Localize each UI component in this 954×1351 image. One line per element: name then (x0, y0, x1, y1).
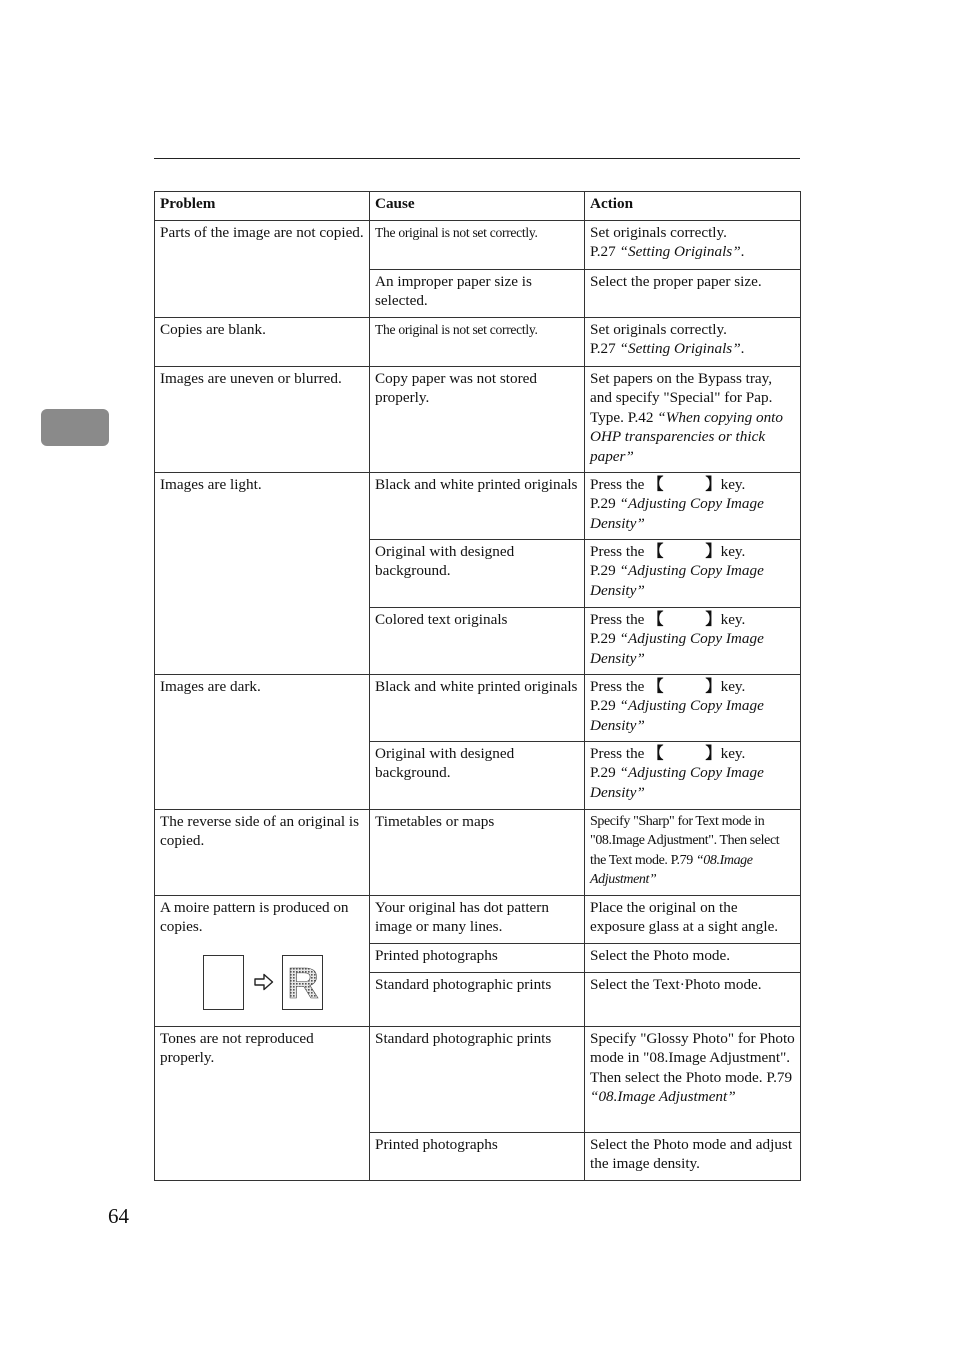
press-prefix: Press the (590, 476, 645, 493)
action-cell (585, 1027, 801, 1133)
problem-cell: The reverse side of an original is copied. (155, 810, 370, 896)
cause-cell: Timetables or maps (370, 810, 585, 896)
press-prefix: Press the (590, 745, 645, 762)
ref-title: “Setting Originals” (619, 243, 741, 261)
ref-page: P.29 (590, 764, 616, 782)
cause-cell: Original with designed background. (370, 742, 585, 810)
arrow-right-icon (254, 973, 274, 991)
header-problem: Problem (155, 192, 370, 221)
moire-illustration (203, 955, 364, 1010)
problem-cell: Images are light. (155, 473, 370, 675)
ref-title: “Adjusting Copy Image Density” (590, 562, 764, 599)
cause-cell: The original is not set correctly. (370, 221, 585, 270)
action-text: Set originals correctly. (590, 224, 727, 241)
moire-r-glyph (287, 962, 319, 1002)
problem-cell: Parts of the image are not copied. (155, 221, 370, 318)
ref-title: “Setting Originals” (619, 340, 741, 358)
press-suffix: key. (720, 611, 746, 628)
key-close-bracket-icon: 】 (705, 543, 721, 560)
cause-cell: Standard photographic prints (370, 1027, 585, 1133)
problem-cell: Images are uneven or blurred. (155, 367, 370, 473)
ref-suffix: . (740, 340, 745, 358)
table-row (155, 675, 801, 742)
cause-cell: Original with designed background. (370, 540, 585, 608)
action-cell (585, 540, 801, 608)
header-cause: Cause (370, 192, 585, 221)
moire-letter: R (286, 962, 319, 1003)
table-row (155, 1027, 801, 1133)
problem-cell: Images are dark. (155, 675, 370, 810)
action-text: Set originals correctly. (590, 321, 727, 338)
action-cell (585, 675, 801, 742)
key-open-bracket-icon: 【 (648, 611, 664, 628)
problem-cell (155, 896, 370, 1027)
press-prefix: Press the (590, 611, 645, 628)
action-text: Set papers on the Bypass tray, and specify "Special" for Pap. Type. (590, 370, 773, 426)
table-row (155, 896, 801, 944)
table-row (155, 810, 801, 896)
action-cell: Select the Photo mode. (585, 944, 801, 973)
ref-title: “Adjusting Copy Image Density” (590, 630, 764, 667)
ref-title: “08.Image Adjustment” (590, 852, 753, 888)
key-close-bracket-icon: 】 (705, 611, 721, 628)
press-suffix: key. (720, 678, 746, 695)
problem-cell: Tones are not reproduced properly. (155, 1027, 370, 1181)
table-row (155, 221, 801, 270)
action-cell (585, 742, 801, 810)
action-text: Specify "Glossy Photo" for Photo mode in "08.Image Adjustment". Then select the Photo mode. (590, 1030, 795, 1086)
cause-cell: Colored text originals (370, 608, 585, 675)
original-sheet-icon (203, 955, 244, 1010)
table-row (155, 318, 801, 367)
action-cell (585, 473, 801, 540)
action-text: Specify "Sharp" for Text mode in "08.Image Adjustment". Then select the Text mode. (590, 814, 780, 868)
troubleshooting-table (154, 191, 801, 1181)
key-open-bracket-icon: 【 (648, 745, 664, 762)
cause-cell: The original is not set correctly. (370, 318, 585, 367)
cause-cell: Your original has dot pattern image or many lines. (370, 896, 585, 944)
action-cell (585, 810, 801, 896)
action-cell (585, 221, 801, 270)
cause-cell: Black and white printed originals (370, 675, 585, 742)
problem-text: A moire pattern is produced on copies. (160, 899, 349, 936)
ref-title: “When copying onto OHP transparencies or thick paper” (590, 408, 783, 465)
table-row (155, 473, 801, 540)
action-cell: Place the original on the exposure glass at a sight angle. (585, 896, 801, 944)
ref-page: P.79 (670, 852, 693, 868)
press-suffix: key. (720, 543, 746, 560)
key-close-bracket-icon: 】 (705, 678, 721, 695)
ref-page: P.29 (590, 697, 616, 715)
press-suffix: key. (720, 476, 746, 493)
chapter-tab (41, 409, 109, 446)
action-cell: Select the Text·Photo mode. (585, 973, 801, 1027)
press-prefix: Press the (590, 543, 645, 560)
ref-page: P.29 (590, 562, 616, 580)
problem-cell: Copies are blank. (155, 318, 370, 367)
ref-title: “Adjusting Copy Image Density” (590, 697, 764, 734)
key-open-bracket-icon: 【 (648, 543, 664, 560)
ref-page: P.29 (590, 630, 616, 648)
press-suffix: key. (720, 745, 746, 762)
action-cell: Select the Photo mode and adjust the image density. (585, 1133, 801, 1181)
ref-page: P.27 (590, 340, 616, 358)
key-open-bracket-icon: 【 (648, 678, 664, 695)
moire-copy-icon (282, 955, 323, 1010)
cause-cell: Black and white printed originals (370, 473, 585, 540)
ref-page: P.29 (590, 495, 616, 513)
cause-cell: Printed photographs (370, 944, 585, 973)
ref-page: P.42 (627, 408, 654, 426)
press-prefix: Press the (590, 678, 645, 695)
header-rule (154, 158, 800, 159)
header-action: Action (585, 192, 801, 221)
page-number: 64 (108, 1204, 129, 1228)
key-close-bracket-icon: 】 (705, 476, 721, 493)
cause-cell: Standard photographic prints (370, 973, 585, 1027)
ref-suffix: . (740, 243, 745, 261)
ref-title: “08.Image Adjustment” (590, 1088, 736, 1106)
key-open-bracket-icon: 【 (648, 476, 664, 493)
ref-page: P.27 (590, 243, 616, 261)
cause-cell: Copy paper was not stored properly. (370, 367, 585, 473)
ref-title: “Adjusting Copy Image Density” (590, 495, 764, 532)
cause-cell: An improper paper size is selected. (370, 270, 585, 318)
action-cell (585, 608, 801, 675)
action-cell (585, 367, 801, 473)
key-close-bracket-icon: 】 (705, 745, 721, 762)
action-cell (585, 318, 801, 367)
table-row (155, 367, 801, 473)
action-cell: Select the proper paper size. (585, 270, 801, 318)
table-header-row (155, 192, 801, 221)
ref-page: P.79 (766, 1068, 793, 1086)
ref-title: “Adjusting Copy Image Density” (590, 764, 764, 801)
cause-cell: Printed photographs (370, 1133, 585, 1181)
